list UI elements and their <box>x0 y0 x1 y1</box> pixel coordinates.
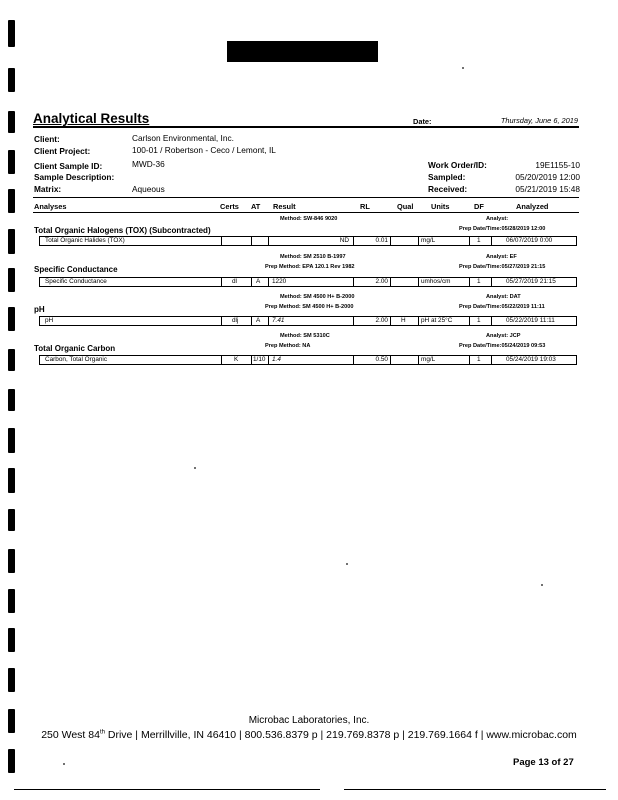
scan-speck <box>462 67 464 69</box>
binder-mark <box>8 549 15 573</box>
binder-mark <box>8 349 15 371</box>
col-certs: Certs <box>220 202 239 211</box>
units-value: mg/L <box>421 356 436 363</box>
method-text: Method: SW-846 9020 <box>280 216 338 222</box>
qual-value: H <box>401 317 406 324</box>
footer-address: 250 West 84th Drive | Merrillville, IN 46410 | 800.536.8379 p | 219.769.8378 p | 219.769.1664 f | www.microbac.com <box>41 729 577 741</box>
table-row <box>39 355 577 365</box>
table-row <box>39 236 577 246</box>
sample-id-label: Client Sample ID: <box>34 161 103 171</box>
result-value: ND <box>339 237 349 244</box>
binder-mark <box>8 509 15 531</box>
col-analyzed: Analyzed <box>516 202 549 211</box>
prep-method-text: Prep Method: EPA 120.1 Rev 1982 <box>265 264 355 270</box>
matrix-value: Aqueous <box>132 184 165 194</box>
df-value: 1 <box>477 237 481 244</box>
table-row <box>39 316 577 326</box>
project-value: 100-01 / Robertson - Ceco / Lemont, IL <box>132 145 276 155</box>
work-order-value: 19E1155-10 <box>535 160 580 170</box>
binder-mark <box>8 589 15 613</box>
section-title: Total Organic Halogens (TOX) (Subcontracted) <box>34 226 211 235</box>
certs-value: dlj <box>232 317 239 324</box>
col-rl: RL <box>360 202 370 211</box>
analyst-text: Analyst: DAT <box>486 294 521 300</box>
redacted-block <box>227 41 378 62</box>
analyte-name: Total Organic Halides (TOX) <box>45 237 125 244</box>
analyst-text: Analyst: JCP <box>486 333 521 339</box>
binder-mark <box>8 668 15 692</box>
result-value: 1.4 <box>272 356 281 363</box>
binder-mark <box>8 468 15 493</box>
binder-mark <box>8 749 15 773</box>
rl-value: 0.01 <box>375 237 388 244</box>
units-value: pH at 25°C <box>421 317 453 324</box>
binder-mark <box>8 20 15 47</box>
prep-date-text: Prep Date/Time:05/28/2019 12:00 <box>459 226 546 232</box>
col-qual: Qual <box>397 202 414 211</box>
at-value: 1/10 <box>253 356 266 363</box>
prep-method-text: Prep Method: NA <box>265 343 311 349</box>
analyte-name: Carbon, Total Organic <box>45 356 108 363</box>
certs-value: dl <box>232 278 237 285</box>
date-value: Thursday, June 6, 2019 <box>500 116 578 125</box>
col-at: AT <box>251 202 261 211</box>
footer-company: Microbac Laboratories, Inc. <box>248 715 370 726</box>
binder-mark <box>8 189 15 213</box>
analyte-name: Specific Conductance <box>45 278 107 285</box>
col-df: DF <box>474 202 484 211</box>
client-label: Client: <box>34 134 60 144</box>
matrix-label: Matrix: <box>34 184 62 194</box>
col-result: Result <box>273 202 296 211</box>
prep-date-text: Prep Date/Time:05/24/2019 09:53 <box>459 343 546 349</box>
prep-method-text: Prep Method: SM 4500 H+ B-2000 <box>265 304 354 310</box>
certs-value: K <box>234 356 239 363</box>
col-analyses: Analyses <box>34 202 67 211</box>
method-text: Method: SM 4500 H+ B-2000 <box>280 294 355 300</box>
section-title: Total Organic Carbon <box>34 344 116 353</box>
binder-mark <box>8 428 15 453</box>
sample-id-value: MWD-36 <box>132 159 165 169</box>
df-value: 1 <box>477 278 481 285</box>
result-value: 7.41 <box>272 317 285 324</box>
page-number: Page 13 of 27 <box>513 757 574 768</box>
at-value: A <box>256 317 261 324</box>
analyzed-value: 05/22/2019 11:11 <box>506 317 555 324</box>
table-row <box>39 277 577 287</box>
prep-date-text: Prep Date/Time:05/22/2019 11:11 <box>459 304 545 310</box>
units-value: mg/L <box>421 237 436 244</box>
footer-rule <box>344 789 606 790</box>
rl-value: 2.00 <box>375 278 388 285</box>
rl-value: 2.00 <box>375 317 388 324</box>
received-value: 05/21/2019 15:48 <box>515 184 580 194</box>
scan-speck <box>346 563 348 565</box>
analyst-text: Analyst: <box>486 216 509 222</box>
table-header-rule <box>33 212 579 213</box>
method-text: Method: SM 2510 B-1997 <box>280 254 346 260</box>
date-label: Date: <box>413 117 432 126</box>
analyzed-value: 06/07/2019 0:00 <box>506 237 553 244</box>
at-value: A <box>256 278 261 285</box>
analyte-name: pH <box>45 317 54 324</box>
sampled-value: 05/20/2019 12:00 <box>515 172 580 182</box>
result-value: 1220 <box>272 278 287 285</box>
footer-rule <box>14 789 320 790</box>
project-label: Client Project: <box>34 146 91 156</box>
header-rule <box>33 126 579 128</box>
section-title: Specific Conductance <box>34 265 118 274</box>
work-order-label: Work Order/ID: <box>428 160 487 170</box>
binder-mark <box>8 268 15 292</box>
sample-description-label: Sample Description: <box>34 172 115 182</box>
received-label: Received: <box>428 184 468 194</box>
scan-speck <box>541 584 543 586</box>
binder-mark <box>8 389 15 411</box>
binder-mark <box>8 229 15 254</box>
table-top-rule <box>33 197 579 198</box>
col-units: Units <box>431 202 450 211</box>
units-value: umhos/cm <box>421 278 451 285</box>
df-value: 1 <box>477 356 481 363</box>
binder-mark <box>8 68 15 92</box>
page-title: Analytical Results <box>33 111 150 126</box>
section-title: pH <box>34 305 45 314</box>
scan-speck <box>63 763 65 765</box>
analyst-text: Analyst: EF <box>486 254 517 260</box>
method-text: Method: SM 5310C <box>280 333 330 339</box>
binder-mark <box>8 628 15 652</box>
df-value: 1 <box>477 317 481 324</box>
rl-value: 0.50 <box>375 356 388 363</box>
analyzed-value: 05/24/2019 19:03 <box>506 356 556 363</box>
sampled-label: Sampled: <box>428 172 466 182</box>
binder-mark <box>8 307 15 331</box>
binder-mark <box>8 111 15 133</box>
scan-speck <box>194 467 196 469</box>
client-value: Carlson Environmental, Inc. <box>132 133 234 143</box>
prep-date-text: Prep Date/Time:05/27/2019 21:15 <box>459 264 546 270</box>
analyzed-value: 05/27/2019 21:15 <box>506 278 556 285</box>
binder-mark <box>8 150 15 174</box>
